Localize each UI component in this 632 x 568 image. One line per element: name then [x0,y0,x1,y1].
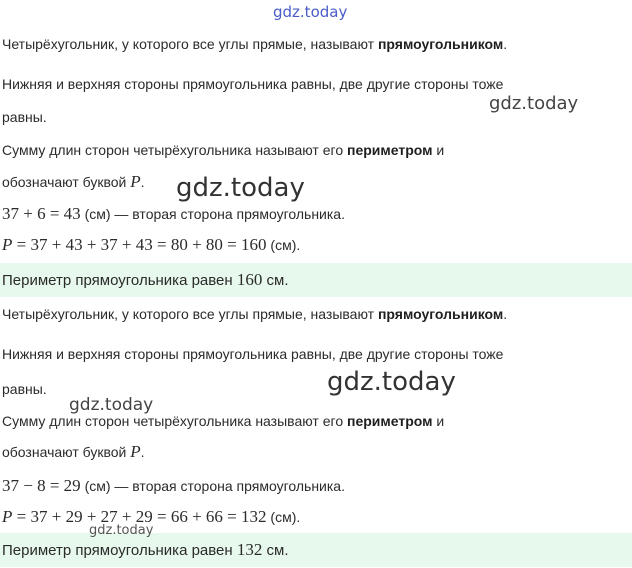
definition-rectangle-1 [2,35,632,53]
watermark: gdz.today [176,173,305,203]
answer-text: Периметр прямоугольника равен [2,542,237,559]
perimeter-end: и [432,142,445,158]
perimeter-unit: (см). [266,509,301,525]
term-rectangle: прямоугольником [377,306,504,322]
side-expression: 37 − 8 = 29 [2,476,81,495]
perimeter-unit: (см). [266,237,301,253]
variable-p: P [130,172,141,191]
sides-line-2: равны. [2,109,47,125]
side-calculation-1 [2,205,632,223]
sides-statement-2 [2,345,632,363]
side-text: (см) — вторая сторона прямоугольника. [80,206,345,222]
sides-statement-1 [2,75,632,93]
watermark: gdz.today [489,93,579,114]
variable-p: P [130,442,141,461]
sides-line-1: Нижняя и верхняя стороны прямоугольника равны, две другие стороны тоже [2,346,504,362]
watermark: gdz.today [327,367,456,397]
variable-p: P [2,507,13,526]
answer-text: Периметр прямоугольника равен [2,272,237,289]
answer-line-2 [2,533,289,568]
answer-value: 132 [236,540,263,559]
perimeter-expression: = 37 + 43 + 37 + 43 = 80 + 80 = 160 [12,235,267,254]
letter-text: обозначают буквой [2,174,131,190]
definition-text: Четырёхугольник, у которого все углы прямые, называют [2,306,378,322]
variable-p: P [2,235,13,254]
letter-text: обозначают буквой [2,444,131,460]
term-perimeter: периметром [347,142,433,158]
definition-rectangle-2 [2,305,632,323]
letter-end: . [140,174,145,190]
sides-line-2: равны. [2,381,47,397]
answer-box-1 [0,263,632,297]
definition-text: Четырёхугольник, у которого все углы прямые, называют [2,36,378,52]
side-calculation-2 [2,477,632,495]
answer-unit: см. [262,272,289,289]
sides-line-1: Нижняя и верхняя стороны прямоугольника равны, две другие стороны тоже [2,76,504,92]
perimeter-end: и [432,413,445,429]
side-expression: 37 + 6 = 43 [2,204,81,223]
perimeter-definition-1 [2,141,632,159]
perimeter-text: Сумму длин сторон четырёхугольника называют его [2,142,347,158]
term-perimeter: периметром [347,413,433,429]
letter-end: . [140,444,145,460]
answer-line-1 [2,263,289,298]
perimeter-letter-1 [2,173,632,191]
watermark: gdz.today [69,395,154,415]
answer-value: 160 [236,270,263,289]
watermark: gdz.today [89,523,154,538]
side-text: (см) — вторая сторона прямоугольника. [80,478,345,494]
perimeter-expression: = 37 + 29 + 27 + 29 = 66 + 66 = 132 [12,507,267,526]
answer-box-2 [0,533,632,567]
punctuation: . [503,36,508,52]
perimeter-letter-2 [2,443,632,461]
punctuation: . [503,306,508,322]
watermark: gdz.today [273,3,348,21]
perimeter-calculation-1 [2,236,632,254]
perimeter-text: Сумму длин сторон четырёхугольника называют его [2,413,347,429]
term-rectangle: прямоугольником [377,36,504,52]
answer-unit: см. [262,542,289,559]
